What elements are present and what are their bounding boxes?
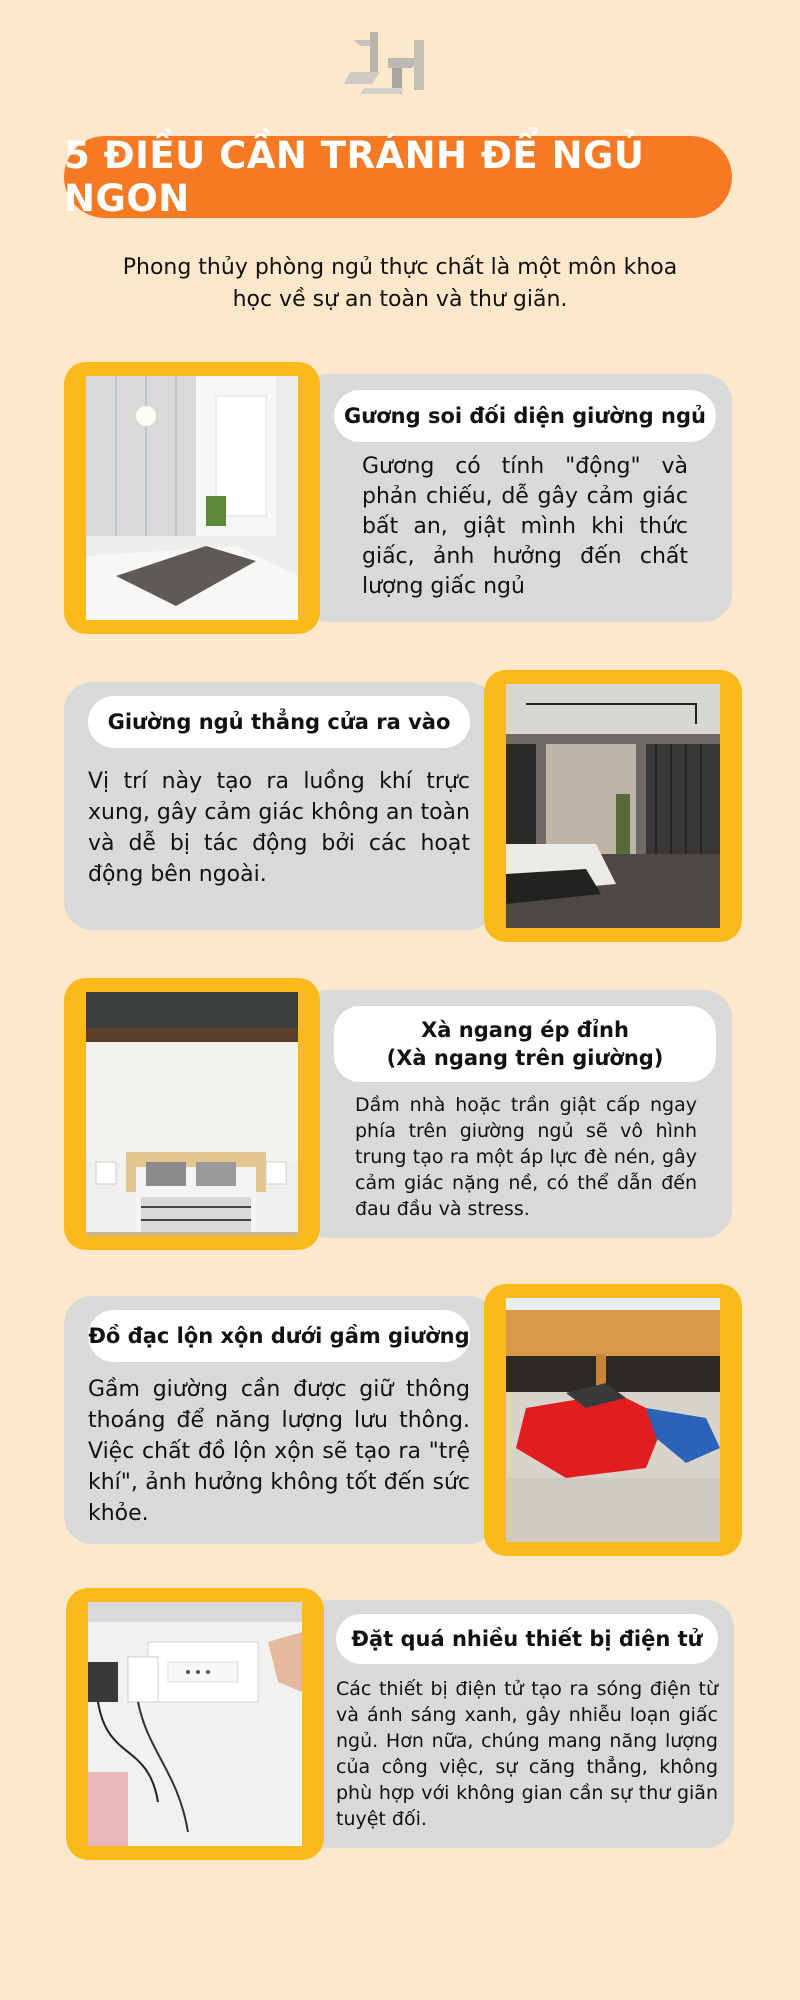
photo-frame — [484, 1284, 742, 1556]
tip-heading: Đặt quá nhiều thiết bị điện tử — [336, 1614, 718, 1664]
electronics-devices-photo — [88, 1602, 302, 1846]
tip-text: Vị trí này tạo ra luồng khí trực xung, gây cảm giác không an toàn và dễ bị tác động bởi các hoạt động bên ngoài. — [88, 769, 470, 887]
intro-text: Phong thủy phòng ngủ thực chất là một môn khoa học về sự an toàn và thư giãn. — [122, 255, 678, 312]
bedroom-beam-photo — [86, 992, 298, 1236]
photo-frame — [64, 362, 320, 634]
tip-heading — [334, 1006, 716, 1082]
tip-heading: Giường ngủ thẳng cửa ra vào — [88, 696, 470, 748]
tip-text: Dầm nhà hoặc trần giật cấp ngay phía trên giường ngủ sẽ vô hình trung tạo ra một áp lực đè nén, gây cảm giác nặng nề, có thể dẫn đến đau đầu và stress. — [355, 1094, 697, 1220]
tip-heading: Đồ đạc lộn xộn dưới gầm giường — [88, 1310, 470, 1362]
tip-text: Gầm giường cần được giữ thông thoáng để năng lượng lưu thông. Việc chất đồ lộn xộn sẽ tạo ra "trệ khí", ảnh hưởng không tốt đến sức khỏe. — [88, 1377, 470, 1526]
page-title: 5 ĐIỀU CẦN TRÁNH ĐỂ NGỦ NGON — [64, 136, 732, 218]
bedroom-mirror-photo — [86, 376, 298, 620]
tip-text: Các thiết bị điện tử tạo ra sóng điện từ và ánh sáng xanh, gây nhiễu loạn giấc ngủ. Hơn nữa, chúng mang năng lượng của công việc, sự căng thẳng, không phù hợp với không gian cần sự thư giãn tuyệt đối. — [336, 1678, 718, 1830]
brand-logo-icon — [344, 32, 430, 94]
tip-heading-line2: (Xà ngang trên giường) — [386, 1046, 664, 1070]
photo-frame — [66, 1588, 324, 1860]
bedroom-door-photo — [506, 684, 720, 928]
tip-heading-line1: Xà ngang ép đỉnh — [421, 1018, 629, 1042]
photo-frame — [484, 670, 742, 942]
tip-text: Gương có tính "động" và phản chiếu, dễ gây cảm giác bất an, giật mình khi thức giấc, ảnh hưởng đến chất lượng giấc ngủ — [362, 454, 688, 599]
under-bed-clutter-photo — [506, 1298, 720, 1542]
tip-heading: Gương soi đối diện giường ngủ — [334, 390, 716, 442]
photo-frame — [64, 978, 320, 1250]
